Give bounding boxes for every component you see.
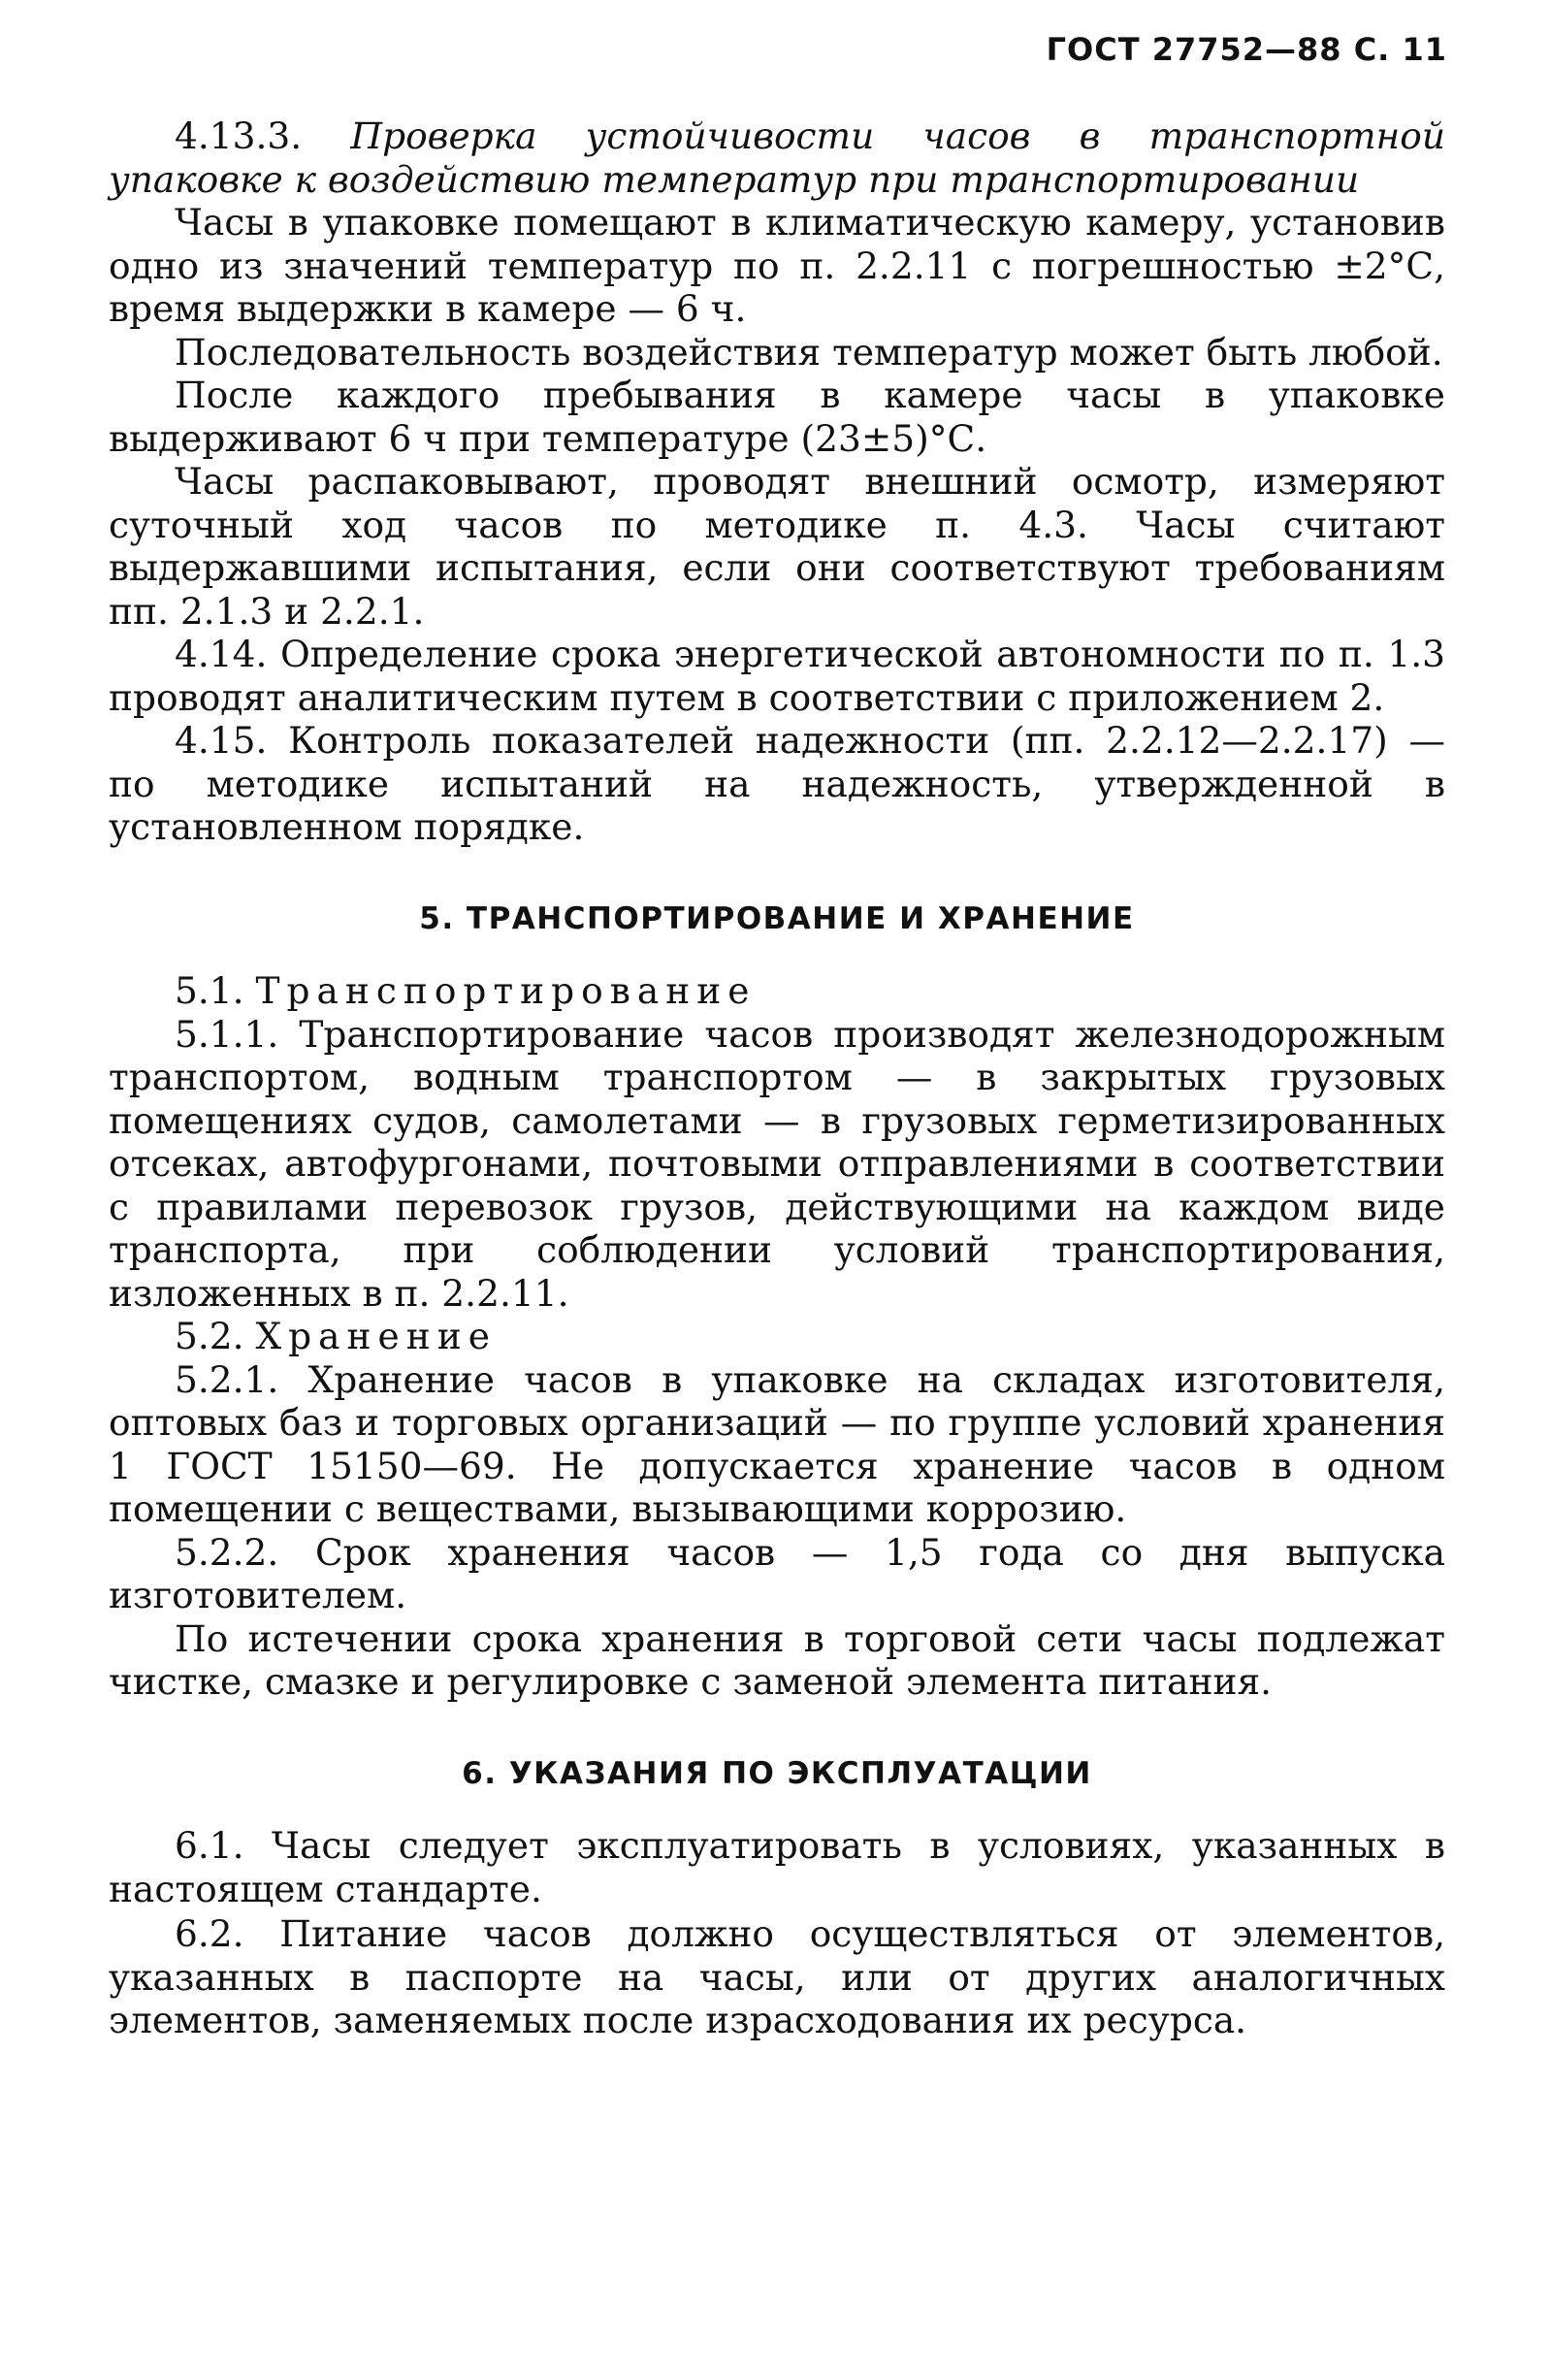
subsection-number: 5.2.	[175, 1315, 244, 1357]
subsection-title: Хранение	[255, 1315, 497, 1357]
paragraph: После каждого пребывания в камере часы в упаковке выдерживают 6 ч при температуре (23±5)°С.	[109, 374, 1445, 460]
paragraph: Часы распаковывают, проводят внешний осмотр, измеряют суточный ход часов по методике п. 4.3. Часы считают выдержавшими испытания, если они соответствуют требованиям пп. 2.1.3 и 2.2.1.	[109, 460, 1445, 633]
section-heading-5: 5. ТРАНСПОРТИРОВАНИЕ И ХРАНЕНИЕ	[419, 900, 1135, 936]
paragraph: Последовательность воздействия температур может быть любой.	[175, 330, 1443, 374]
clause-number: 4.13.3.	[175, 114, 303, 157]
clause-4-13-3	[109, 114, 1445, 201]
clause-5-2-1: 5.2.1. Хранение часов в упаковке на складах изготовителя, оптовых баз и торговых организаций — по группе условий хранения 1 ГОСТ 15150—69. Не допускается хранение часов в одном помещении с веществами, вызывающими коррозию.	[109, 1357, 1445, 1530]
subsection-number: 5.1.	[175, 969, 244, 1012]
subsection-5-2	[109, 1315, 1445, 1358]
page-running-title: ГОСТ 27752—88 С. 11	[1046, 31, 1447, 68]
clause-6-1: 6.1. Часы следует эксплуатировать в условиях, указанных в настоящем стандарте.	[109, 1824, 1445, 1910]
paragraph: По истечении срока хранения в торговой сети часы подлежат чистке, смазке и регулировке с заменой элемента питания.	[109, 1616, 1445, 1703]
clause-5-2-2: 5.2.2. Срок хранения часов — 1,5 года со дня выпуска изготовителем.	[109, 1530, 1445, 1616]
clause-4-15: 4.15. Контроль показателей надежности (пп. 2.2.12—2.2.17) — по методике испытаний на надежность, утвержденной в установленном порядке.	[109, 719, 1445, 848]
clause-6-2: 6.2. Питание часов должно осуществляться от элементов, указанных в паспорте на часы, или от других аналогичных элементов, заменяемых после израсходования их ресурса.	[109, 1912, 1445, 2041]
clause-5-1-1: 5.1.1. Транспортирование часов производят железнодорожным транспортом, водным транспортом — в закрытых грузовых помещениях судов, самолетами — в грузовых герметизированных отсеках, автофургонами, почтовыми отправлениями в соответствии с правилами перевозок грузов, действующими на каждом виде транспорта, при соблюдении условий транспортирования, изложенных в п. 2.2.11.	[109, 1012, 1445, 1315]
document-body	[109, 114, 1445, 2042]
subsection-5-1	[109, 969, 1445, 1013]
clause-4-14: 4.14. Определение срока энергетической автономности по п. 1.3 проводят аналитическим путем в соответствии с приложением 2.	[109, 633, 1445, 719]
clause-title: Проверка устойчивости часов в транспортной упаковке к воздействию температур при транспортировании	[109, 114, 1445, 201]
section-heading-6: 6. УКАЗАНИЯ ПО ЭКСПЛУАТАЦИИ	[462, 1755, 1092, 1791]
paragraph: Часы в упаковке помещают в климатическую камеру, установив одно из значений температур по п. 2.2.11 с погрешностью ±2°С, время выдержки в камере — 6 ч.	[109, 201, 1445, 330]
subsection-title: Транспортирование	[255, 969, 757, 1012]
